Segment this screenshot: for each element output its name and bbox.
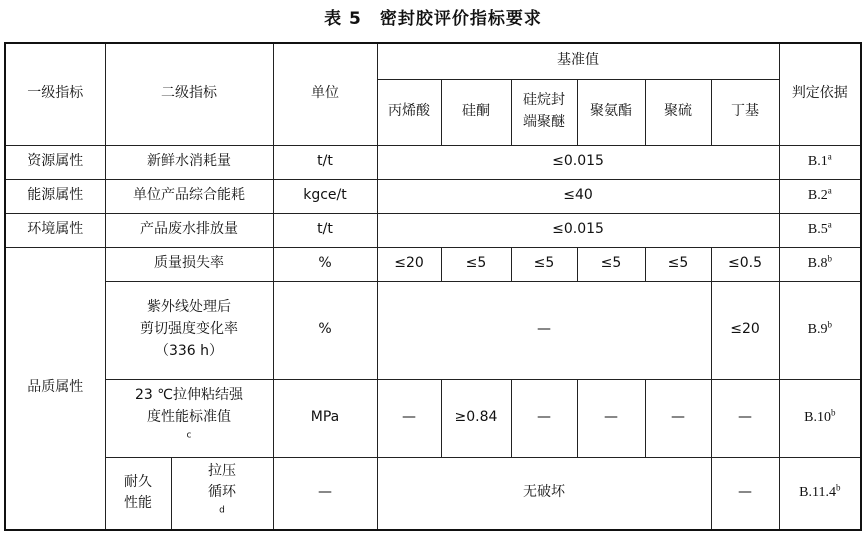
basis-tensile-text: B.10 bbox=[804, 410, 831, 426]
indicator-tensile bbox=[105, 379, 273, 457]
value-uv-shear-butyl: ≤20 bbox=[711, 281, 779, 379]
basis-tensile bbox=[779, 379, 861, 457]
indicator-uv-shear bbox=[105, 281, 273, 379]
unit-durability: — bbox=[273, 457, 377, 530]
indicator-tensile-line2-wrap bbox=[106, 407, 273, 450]
header-type-polysulfide: 聚硫 bbox=[645, 79, 711, 145]
header-type-acrylic: 丙烯酸 bbox=[377, 79, 441, 145]
indicator-mass-loss: 质量损失率 bbox=[105, 247, 273, 281]
basis-energy-note: a bbox=[827, 185, 832, 196]
basis-uv-text: B.9 bbox=[807, 322, 828, 338]
value-mass-loss-pu: ≤5 bbox=[577, 247, 645, 281]
basis-mass-loss-note: b bbox=[827, 253, 832, 264]
table-row bbox=[5, 247, 861, 281]
value-mass-loss-polysulfide: ≤5 bbox=[645, 247, 711, 281]
indicator-tensile-note: c bbox=[186, 430, 192, 441]
indicator-water: 新鲜水消耗量 bbox=[105, 145, 273, 179]
basis-water bbox=[779, 145, 861, 179]
basis-wastewater bbox=[779, 213, 861, 247]
indicator-tc-line2: 循环 bbox=[208, 484, 236, 501]
indicator-tension-compression bbox=[171, 457, 273, 530]
header-type-butyl: 丁基 bbox=[711, 79, 779, 145]
header-basis: 判定依据 bbox=[779, 43, 861, 145]
indicator-durability-line2: 性能 bbox=[124, 495, 152, 512]
value-tensile-polysulfide: — bbox=[645, 379, 711, 457]
category-quality: 品质属性 bbox=[5, 247, 105, 530]
basis-mass-loss bbox=[779, 247, 861, 281]
unit-energy: kgce/t bbox=[273, 179, 377, 213]
indicator-tensile-line1: 23 ℃拉伸粘结强 bbox=[135, 387, 243, 404]
value-tensile-ms: — bbox=[511, 379, 577, 457]
header-type-polyurethane: 聚氨酯 bbox=[577, 79, 645, 145]
unit-mass-loss: % bbox=[273, 247, 377, 281]
indicator-uv-line2: 剪切强度变化率 bbox=[140, 321, 238, 338]
value-durability-butyl: — bbox=[711, 457, 779, 530]
table-row bbox=[5, 179, 861, 213]
indicator-energy: 单位产品综合能耗 bbox=[105, 179, 273, 213]
header-type-silicone: 硅酮 bbox=[441, 79, 511, 145]
indicator-uv-line1: 紫外线处理后 bbox=[147, 299, 231, 316]
category-energy: 能源属性 bbox=[5, 179, 105, 213]
basis-wastewater-text: B.5 bbox=[807, 222, 828, 238]
basis-durability-text: B.11.4 bbox=[799, 485, 836, 501]
indicator-tensile-line2: 度性能标准值 bbox=[147, 409, 231, 426]
basis-durability-note: b bbox=[835, 482, 841, 493]
basis-tensile-note: b bbox=[830, 407, 836, 418]
category-environment: 环境属性 bbox=[5, 213, 105, 247]
indicator-tc-note: d bbox=[219, 505, 225, 516]
basis-wastewater-note: a bbox=[827, 219, 832, 230]
basis-durability bbox=[779, 457, 861, 530]
table-row bbox=[5, 457, 861, 530]
basis-energy-text: B.2 bbox=[807, 188, 828, 204]
value-water: ≤0.015 bbox=[377, 145, 779, 179]
header-type-ms-polymer bbox=[511, 79, 577, 145]
basis-uv-shear bbox=[779, 281, 861, 379]
value-mass-loss-ms: ≤5 bbox=[511, 247, 577, 281]
unit-water: t/t bbox=[273, 145, 377, 179]
header-level2: 二级指标 bbox=[105, 43, 273, 145]
table-title: 表 5 密封胶评价指标要求 bbox=[324, 9, 542, 29]
value-mass-loss-acrylic: ≤20 bbox=[377, 247, 441, 281]
table-row bbox=[5, 281, 861, 379]
basis-water-note: a bbox=[827, 151, 832, 162]
evaluation-table bbox=[4, 42, 862, 531]
indicator-wastewater: 产品废水排放量 bbox=[105, 213, 273, 247]
table-row bbox=[5, 145, 861, 179]
unit-uv-shear: % bbox=[273, 281, 377, 379]
value-energy: ≤40 bbox=[377, 179, 779, 213]
header-unit: 单位 bbox=[273, 43, 377, 145]
value-wastewater: ≤0.015 bbox=[377, 213, 779, 247]
value-tensile-butyl: — bbox=[711, 379, 779, 457]
value-tensile-pu: — bbox=[577, 379, 645, 457]
header-type-ms-line1: 硅烷封 bbox=[523, 92, 565, 109]
basis-water-text: B.1 bbox=[807, 154, 828, 170]
value-tensile-acrylic: — bbox=[377, 379, 441, 457]
unit-wastewater: t/t bbox=[273, 213, 377, 247]
table-row bbox=[5, 379, 861, 457]
unit-tensile: MPa bbox=[273, 379, 377, 457]
header-baseline: 基准值 bbox=[377, 43, 779, 79]
indicator-durability-line1: 耐久 bbox=[124, 473, 152, 490]
indicator-uv-line3: （336 h） bbox=[154, 342, 224, 359]
indicator-tc-line2-wrap bbox=[172, 482, 273, 525]
basis-mass-loss-text: B.8 bbox=[807, 256, 828, 272]
value-mass-loss-silicone: ≤5 bbox=[441, 247, 511, 281]
indicator-tc-line1: 拉压 bbox=[208, 462, 236, 479]
value-durability-merged: 无破坏 bbox=[377, 457, 711, 530]
header-level1: 一级指标 bbox=[5, 43, 105, 145]
value-uv-shear-merged: — bbox=[377, 281, 711, 379]
category-resource: 资源属性 bbox=[5, 145, 105, 179]
header-row-1 bbox=[5, 43, 861, 79]
header-type-ms-line2: 端聚醚 bbox=[523, 114, 565, 130]
indicator-durability bbox=[105, 457, 171, 530]
value-tensile-silicone: ≥0.84 bbox=[441, 379, 511, 457]
table-row bbox=[5, 213, 861, 247]
value-mass-loss-butyl: ≤0.5 bbox=[711, 247, 779, 281]
basis-energy bbox=[779, 179, 861, 213]
basis-uv-note: b bbox=[827, 319, 832, 330]
